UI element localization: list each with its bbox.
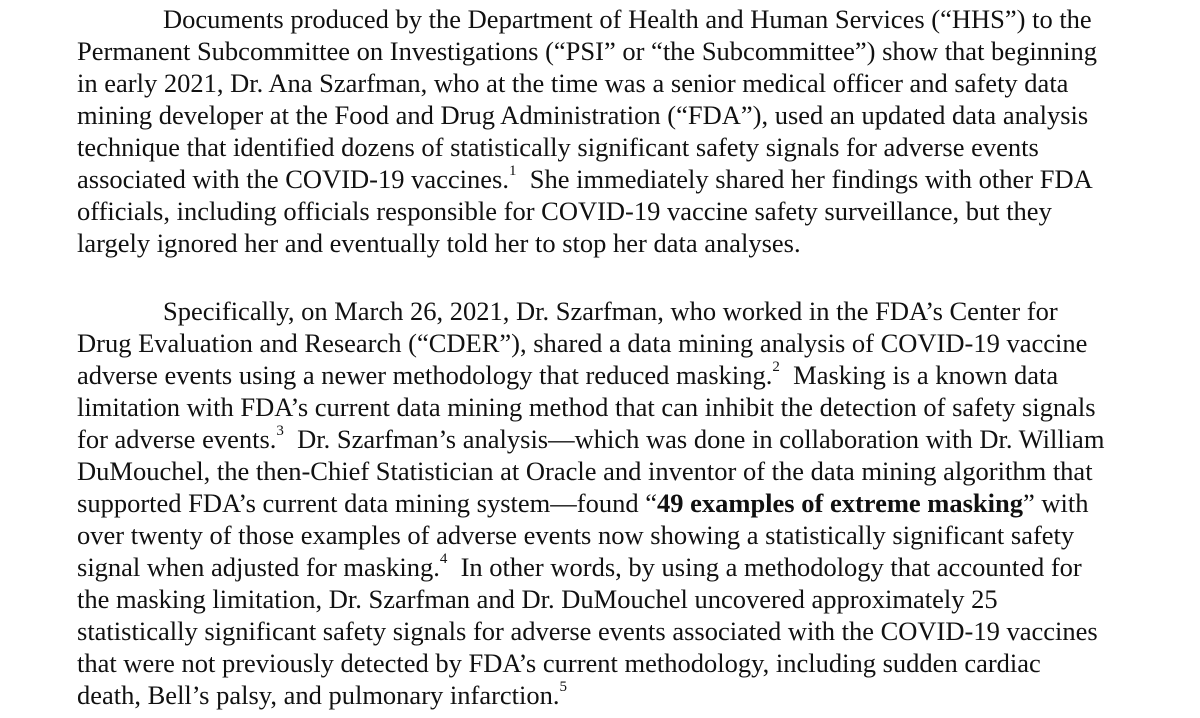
text-line [77, 35, 1097, 67]
text-line [77, 487, 1104, 519]
text-run: In other words, by using a methodology that accounted for [447, 552, 1082, 582]
text-line [77, 67, 1097, 99]
text-run: Masking is a known data [779, 360, 1059, 390]
text-line [77, 227, 1097, 259]
text-line [77, 3, 1097, 35]
text-run: Specifically, on March 26, 2021, Dr. Szarfman, who worked in the FDA’s Center for [163, 296, 1058, 326]
footnote-marker: 4 [439, 551, 448, 568]
text-line [77, 615, 1104, 647]
text-line [77, 359, 1104, 391]
text-line [77, 519, 1104, 551]
text-run: statistically significant safety signals for adverse events associated with the COVID-19 vaccines [77, 616, 1098, 646]
text-run: for adverse events. [77, 424, 277, 454]
footnote-marker: 1 [508, 163, 517, 180]
text-run: limitation with FDA’s current data mining method that can inhibit the detection of safety signals [77, 392, 1096, 422]
text-line [77, 163, 1097, 195]
text-run: supported FDA’s current data mining system—found “ [77, 488, 657, 518]
text-line [77, 583, 1104, 615]
text-run: the masking limitation, Dr. Szarfman and Dr. DuMouchel uncovered approximately 25 [77, 584, 998, 614]
text-run: death, Bell’s palsy, and pulmonary infarction. [77, 680, 560, 710]
text-run: DuMouchel, the then-Chief Statistician at Oracle and inventor of the data mining algorithm that [77, 456, 1093, 486]
text-run: Drug Evaluation and Research (“CDER”), shared a data mining analysis of COVID-19 vaccine [77, 328, 1088, 358]
paragraph-1 [77, 3, 1097, 259]
text-run: ” with [1023, 488, 1089, 518]
text-run: officials, including officials responsible for COVID-19 vaccine safety surveillance, but they [77, 196, 1052, 226]
text-run: Dr. Szarfman’s analysis—which was done in collaboration with Dr. William [283, 424, 1105, 454]
text-line [77, 423, 1104, 455]
text-line [77, 551, 1104, 583]
text-line [77, 647, 1104, 679]
text-run: over twenty of those examples of adverse events now showing a statistically significant safety [77, 520, 1075, 550]
text-line [77, 195, 1097, 227]
text-line [77, 131, 1097, 163]
text-run: mining developer at the Food and Drug Administration (“FDA”), used an updated data analysis [77, 100, 1089, 130]
footnote-marker: 5 [559, 679, 568, 696]
footnote-marker: 3 [276, 423, 284, 440]
text-line [77, 99, 1097, 131]
text-line [77, 327, 1104, 359]
text-run: that were not previously detected by FDA’s current methodology, including sudden cardiac [77, 648, 1041, 678]
text-run: She immediately shared her findings with other FDA [516, 164, 1093, 194]
text-run: Documents produced by the Department of Health and Human Services (“HHS”) to the [163, 4, 1092, 34]
text-run: associated with the COVID-19 vaccines. [77, 164, 509, 194]
text-run: in early 2021, Dr. Ana Szarfman, who at the time was a senior medical officer and safety data [77, 68, 1069, 98]
paragraph-2 [77, 295, 1104, 711]
text-line [77, 391, 1104, 423]
text-run: signal when adjusted for masking. [77, 552, 440, 582]
emphasized-quote: 49 examples of extreme masking [656, 488, 1024, 518]
text-run: largely ignored her and eventually told her to stop her data analyses. [77, 228, 801, 258]
text-line [77, 455, 1104, 487]
footnote-marker: 2 [772, 359, 780, 376]
text-run: technique that identified dozens of statistically significant safety signals for adverse events [77, 132, 1039, 162]
text-run: adverse events using a newer methodology that reduced masking. [77, 360, 773, 390]
text-run: Permanent Subcommittee on Investigations (“PSI” or “the Subcommittee”) show that beginning [77, 36, 1098, 66]
text-line [77, 679, 1104, 711]
text-line [77, 295, 1104, 327]
